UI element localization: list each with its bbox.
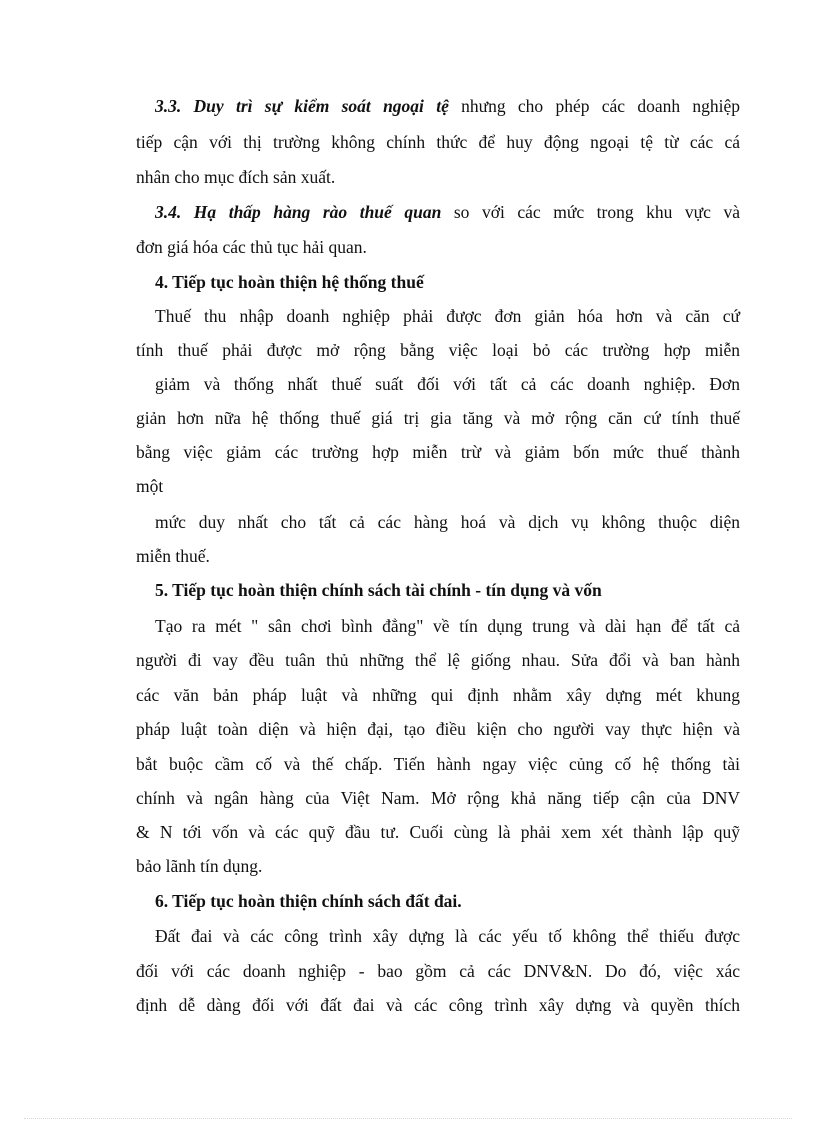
sec-5-line-3: pháp luật toàn diện và hiện đại, tạo điều kiện cho người vay thực hiện và — [136, 719, 740, 739]
sec-4-line-1: tính thuế phải được mở rộng bằng việc loại bỏ các trường hợp miễn — [136, 340, 740, 360]
sec-3-3-lead: 3.3. Duy trì sự kiểm soát ngoại tệ — [155, 96, 449, 116]
sec-3-4-lead: 3.4. Hạ thấp hàng rào thuế quan — [155, 202, 442, 222]
sec-3-3-line-3: nhân cho mục đích sản xuất. — [136, 167, 336, 187]
sec-6-line-1: đối với các doanh nghiệp - bao gồm cả các DNV&N. Do đó, việc xác — [136, 961, 740, 981]
sec-5-line-4: bắt buộc cầm cố và thế chấp. Tiến hành ngay việc củng cố hệ thống tài — [136, 754, 740, 774]
sec-3-4-line-1 — [155, 200, 740, 224]
sec-4-line-7: miễn thuế. — [136, 546, 210, 566]
sec-3-3-line-2: tiếp cận với thị trường không chính thức để huy động ngoại tệ từ các cá — [136, 132, 740, 152]
sec-4-heading: 4. Tiếp tục hoàn thiện hệ thống thuế — [155, 272, 424, 292]
sec-4-line-0: Thuế thu nhập doanh nghiệp phải được đơn giản hóa hơn và căn cứ — [155, 306, 740, 326]
sec-5-line-7: bảo lãnh tín dụng. — [136, 856, 263, 876]
sec-6-line-2: định dễ dàng đối với đất đai và các công trình xây dựng và quyền thích — [136, 995, 740, 1015]
sec-3-3-line-1-rest: nhưng cho phép các doanh nghiệp — [448, 96, 741, 116]
page-bottom-rule — [24, 1118, 792, 1119]
sec-5-line-2: các văn bản pháp luật và những qui định nhằm xây dựng mét khung — [136, 685, 740, 705]
sec-5-heading: 5. Tiếp tục hoàn thiện chính sách tài chính - tín dụng và vốn — [155, 580, 602, 600]
sec-3-3-line-1 — [155, 94, 740, 118]
sec-4-line-2: giảm và thống nhất thuế suất đối với tất cả các doanh nghiệp. Đơn — [155, 374, 740, 394]
sec-4-line-3: giản hơn nữa hệ thống thuế giá trị gia tăng và mở rộng căn cứ tính thuế — [136, 408, 740, 428]
sec-4-line-4: bằng việc giảm các trường hợp miễn trừ và giảm bốn mức thuế thành — [136, 442, 740, 462]
sec-5-line-6: & N tới vốn và các quỹ đầu tư. Cuối cùng là phải xem xét thành lập quỹ — [136, 822, 740, 842]
sec-3-4-line-2: đơn giá hóa các thủ tục hải quan. — [136, 237, 367, 257]
sec-6-line-0: Đất đai và các công trình xây dựng là các yếu tố không thể thiếu được — [155, 926, 740, 946]
sec-5-line-1: người đi vay đều tuân thủ những thể lệ giống nhau. Sửa đổi và ban hành — [136, 650, 740, 670]
sec-4-line-5: một — [136, 476, 164, 496]
sec-5-line-0: Tạo ra mét " sân chơi bình đẳng" về tín dụng trung và dài hạn để tất cả — [155, 616, 740, 636]
sec-5-line-5: chính và ngân hàng của Việt Nam. Mở rộng khả năng tiếp cận của DNV — [136, 788, 740, 808]
sec-6-heading: 6. Tiếp tục hoàn thiện chính sách đất đai. — [155, 891, 462, 911]
sec-4-line-6: mức duy nhất cho tất cả các hàng hoá và dịch vụ không thuộc diện — [155, 512, 740, 532]
sec-3-4-line-1-rest: so với các mức trong khu vực và — [441, 202, 740, 222]
